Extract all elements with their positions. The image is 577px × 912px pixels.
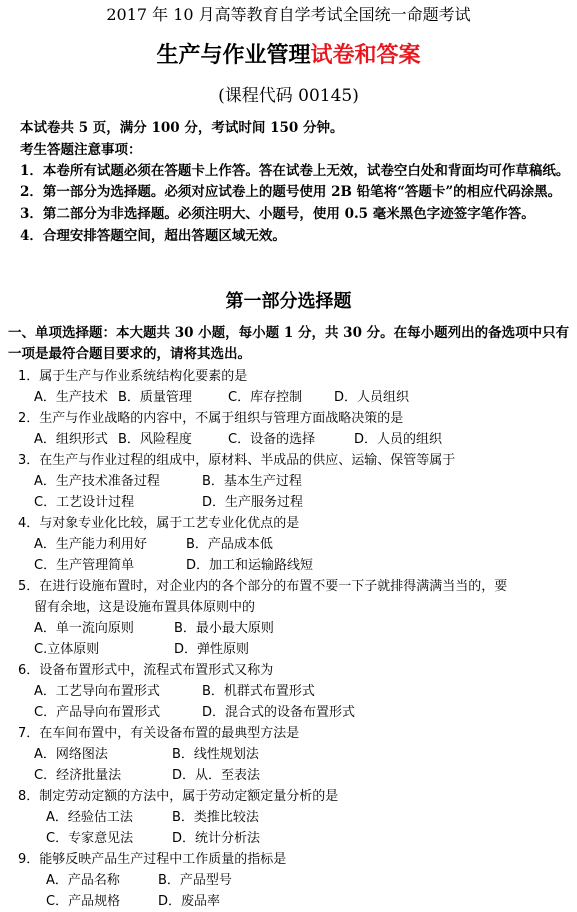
question-options — [8, 492, 574, 513]
option-a: A．工艺导向布置形式 — [34, 684, 160, 699]
question-options — [8, 555, 574, 576]
option-b: B．类推比较法 — [172, 810, 259, 825]
question-stem: 5．在进行设施布置时，对企业内的各个部分的布置不要一下子就排得满满当当的，要 — [18, 579, 508, 594]
question-options — [8, 870, 574, 891]
option-a: A．单一流向原则 — [34, 621, 134, 636]
exam-instructions — [20, 117, 575, 247]
option-c: C．库存控制 — [228, 390, 303, 405]
section-heading: 一、单项选择题：本大题共 30 小题，每小题 1 分，共 30 分。在每小题列出的备选项中只有一项是最符合题目要求的，请将其选出。 — [8, 325, 570, 362]
question-stem: 7．在车间布置中，有关设备布置的最典型方法是 — [18, 726, 300, 741]
question-stem-continued: 留有余地，这是设施布置具体原则中的 — [34, 600, 256, 615]
part-one-title: 第一部分选择题 — [225, 291, 352, 312]
question-stem: 9．能够反映产品生产过程中工作质量的指标是 — [18, 852, 287, 867]
instruction-item: 3．第二部分为非选择题。必须注明大、小题号，使用 0.5 毫米黑色字迹签字笔作答。 — [20, 206, 535, 222]
question-options — [8, 891, 574, 912]
option-b: B．产品成本低 — [186, 537, 273, 552]
question-options — [8, 681, 574, 702]
question-options — [8, 828, 574, 849]
option-c: C．工艺设计过程 — [34, 495, 135, 510]
question-item — [8, 660, 574, 723]
instructions-heading: 考生答题注意事项： — [20, 142, 142, 158]
instruction-item: 4．合理安排答题空间，超出答题区域无效。 — [20, 228, 286, 244]
option-c: C．产品导向布置形式 — [34, 705, 161, 720]
option-a: A．组织形式 — [34, 432, 108, 447]
option-d: D．混合式的设备布置形式 — [202, 705, 356, 720]
option-d: D．人员的组织 — [354, 432, 443, 447]
option-a: A．生产能力利用好 — [34, 537, 147, 552]
option-c: C.立体原则 — [34, 642, 100, 657]
question-options — [8, 534, 574, 555]
option-b: B．风险程度 — [118, 432, 192, 447]
option-b: B．产品型号 — [158, 873, 232, 888]
question-item — [8, 786, 574, 849]
question-stem: 6．设备布置形式中，流程式布置形式又称为 — [18, 663, 274, 678]
option-a: A．生产技术 — [34, 390, 108, 405]
question-stem: 8．制定劳动定额的方法中，属于劳动定额定量分析的是 — [18, 789, 339, 804]
question-item — [8, 513, 574, 576]
course-code: (课程代码 00145) — [218, 86, 359, 106]
question-item — [8, 576, 574, 660]
paper-title — [0, 40, 577, 70]
question-options — [8, 429, 574, 450]
option-b: B．基本生产过程 — [202, 474, 302, 489]
question-options — [8, 765, 574, 786]
instruction-item: 1．本卷所有试题必须在答题卡上作答。答在试卷上无效，试卷空白处和背面均可作草稿纸。 — [20, 163, 570, 179]
option-d: D．废品率 — [158, 894, 221, 909]
paper-title-suffix: 试卷和答案 — [310, 42, 421, 68]
question-options — [8, 807, 574, 828]
option-d: D．从．至表法 — [172, 768, 261, 783]
exam-header-line: 2017 年 10 月高等教育自学考试全国统一命题考试 — [106, 5, 471, 24]
paper-title-subject: 生产与作业管理 — [156, 42, 311, 68]
question-options — [8, 702, 574, 723]
option-c: C．产品规格 — [46, 894, 121, 909]
question-options — [8, 387, 574, 408]
question-stem: 1．属于生产与作业系统结构化要素的是 — [18, 369, 248, 384]
question-options — [8, 744, 574, 765]
question-item — [8, 723, 574, 786]
question-stem: 2．生产与作业战略的内容中，不属于组织与管理方面战略决策的是 — [18, 411, 404, 426]
question-stem: 4．与对象专业化比较，属于工艺专业化优点的是 — [18, 516, 300, 531]
option-a: A．产品名称 — [46, 873, 120, 888]
option-a: A．生产技术准备过程 — [34, 474, 160, 489]
question-item — [8, 366, 574, 408]
option-d: D．加工和运输路线短 — [186, 558, 314, 573]
option-a: A．经验估工法 — [46, 810, 133, 825]
option-c: C．经济批量法 — [34, 768, 122, 783]
option-b: B．线性规划法 — [172, 747, 259, 762]
option-b: B．最小最大原则 — [174, 621, 274, 636]
question-list — [8, 366, 574, 912]
instruction-item: 2．第一部分为选择题。必须对应试卷上的题号使用 2B 铅笔将“答题卡”的相应代码涂黑。 — [20, 184, 562, 200]
option-b: B．质量管理 — [118, 390, 192, 405]
question-options — [8, 639, 574, 660]
option-c: C．专家意见法 — [46, 831, 134, 846]
option-c: C．生产管理简单 — [34, 558, 135, 573]
option-a: A．网络图法 — [34, 747, 108, 762]
question-item — [8, 408, 574, 450]
exam-summary: 本试卷共 5 页，满分 100 分，考试时间 150 分钟。 — [20, 120, 344, 136]
question-item — [8, 450, 574, 513]
option-d: D．人员组织 — [334, 390, 410, 405]
question-stem: 3．在生产与作业过程的组成中，原材料、半成品的供应、运输、保管等属于 — [18, 453, 456, 468]
question-options — [8, 618, 574, 639]
option-d: D．生产服务过程 — [202, 495, 304, 510]
question-options — [8, 471, 574, 492]
question-item — [8, 849, 574, 912]
option-c: C．设备的选择 — [228, 432, 316, 447]
option-d: D．弹性原则 — [174, 642, 250, 657]
option-b: B．机群式布置形式 — [202, 684, 315, 699]
option-d: D．统计分析法 — [172, 831, 261, 846]
